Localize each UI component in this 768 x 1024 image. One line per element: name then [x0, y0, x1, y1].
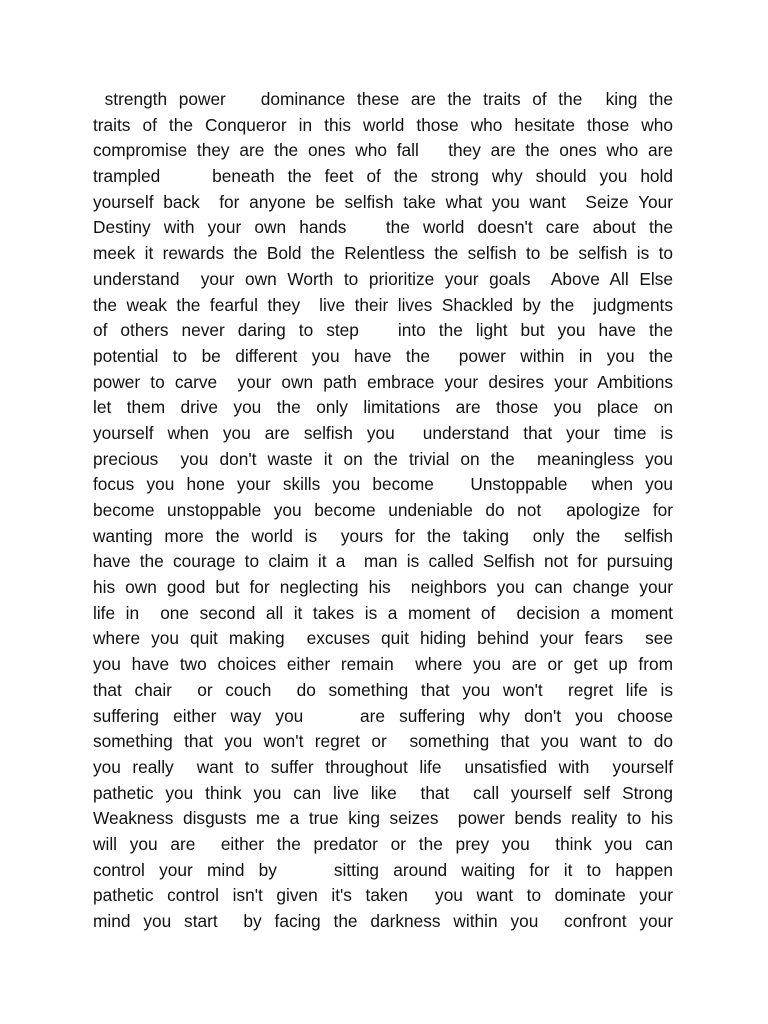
text-line: Weakness disgusts me a true king seizes power bends reality to his: [93, 808, 673, 829]
text-line: yourself when you are selfish you understand that your time is: [93, 422, 673, 443]
text-line: mind you start by facing the darkness within you confront your: [93, 911, 673, 931]
text-line: strength power dominance these are the traits of the king the: [93, 89, 673, 109]
text-line: his own good but for neglecting his neighbors you can change your: [93, 577, 673, 598]
text-line: precious you don't waste it on the trivial on the meaningless you: [93, 448, 673, 469]
text-line: compromise they are the ones who fall they are the ones who are: [93, 140, 673, 161]
text-line: that chair or couch do something that you won't regret life is: [93, 679, 673, 700]
text-line: something that you won't regret or something that you want to do: [93, 731, 673, 752]
text-line: wanting more the world is yours for the taking only the selfish: [93, 525, 673, 546]
document-page: [93, 87, 673, 935]
text-line: let them drive you the only limitations are those you place on: [93, 397, 673, 418]
text-line: where you quit making excuses quit hiding behind your fears see: [93, 628, 673, 649]
text-line: control your mind by sitting around waiting for it to happen: [93, 859, 673, 880]
text-line: you really want to suffer throughout life unsatisfied with yourself: [93, 756, 673, 777]
text-line: yourself back for anyone be selfish take what you want Seize Your: [93, 191, 673, 212]
text-line: understand your own Worth to prioritize your goals Above All Else: [93, 268, 673, 289]
text-line: the weak the fearful they live their lives Shackled by the judgments: [93, 294, 673, 315]
text-line: meek it rewards the Bold the Relentless the selfish to be selfish is to: [93, 243, 673, 264]
text-line: potential to be different you have the power within in you the: [93, 345, 673, 366]
text-line: suffering either way you are suffering why don't you choose: [93, 705, 673, 726]
text-line: you have two choices either remain where you are or get up from: [93, 654, 673, 675]
text-line: pathetic control isn't given it's taken you want to dominate your: [93, 885, 673, 906]
text-line: trampled beneath the feet of the strong why should you hold: [93, 166, 673, 187]
text-line: have the courage to claim it a man is called Selfish not for pursuing: [93, 551, 673, 572]
text-line: will you are either the predator or the prey you think you can: [93, 833, 673, 854]
text-line: become unstoppable you become undeniable do not apologize for: [93, 500, 673, 520]
text-line: traits of the Conqueror in this world those who hesitate those who: [93, 114, 673, 135]
text-line: of others never daring to step into the light but you have the: [93, 320, 673, 341]
text-line: life in one second all it takes is a moment of decision a moment: [93, 602, 673, 623]
text-line: power to carve your own path embrace your desires your Ambitions: [93, 371, 673, 392]
text-line: pathetic you think you can live like that call yourself self Strong: [93, 782, 673, 803]
text-line: Destiny with your own hands the world doesn't care about the: [93, 217, 673, 238]
text-line: focus you hone your skills you become Unstoppable when you: [93, 474, 673, 495]
